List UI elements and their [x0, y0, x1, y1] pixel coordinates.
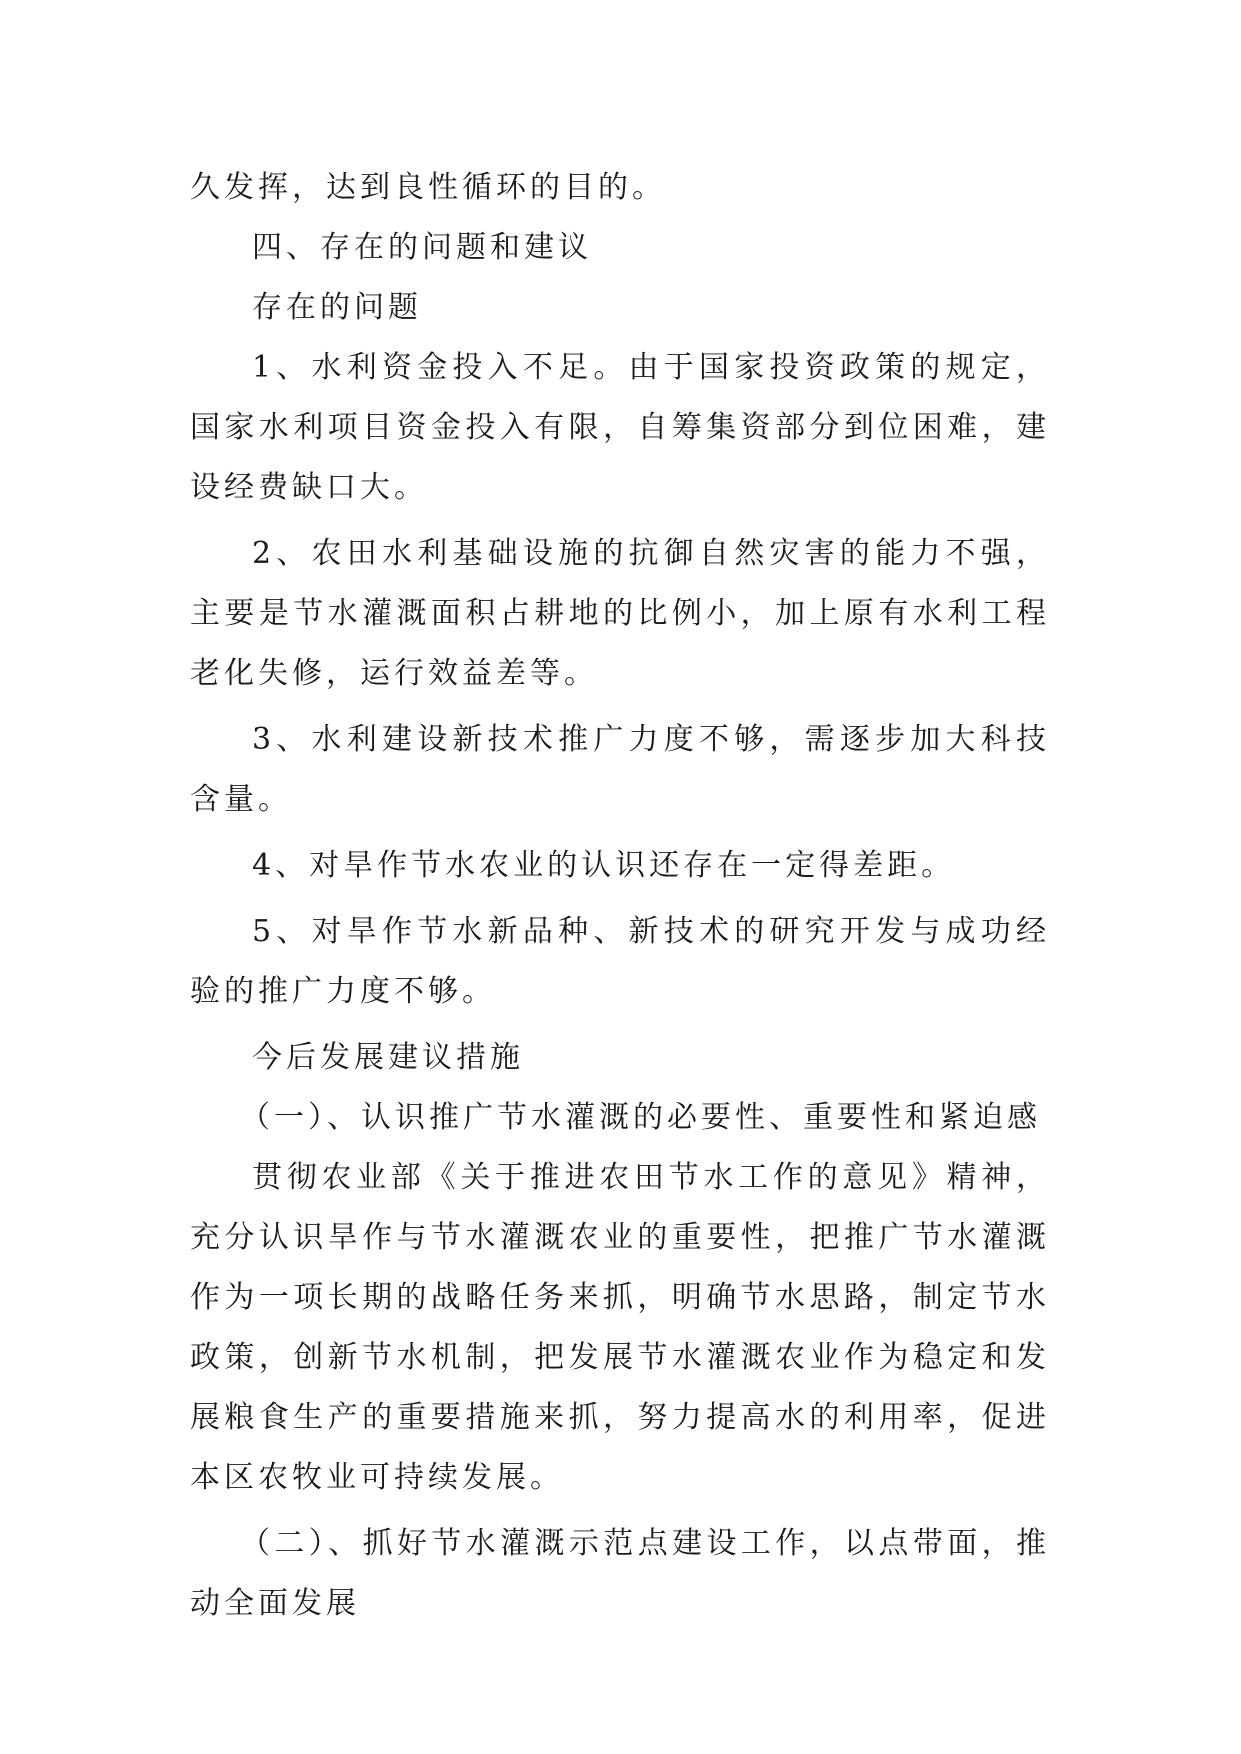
subsection-heading-suggestions: 今后发展建议措施 — [252, 1040, 524, 1075]
document-body — [190, 158, 1050, 1640]
suggestion-body-1: 贯彻农业部《关于推进农田节水工作的意见》精神，充分认识旱作与节水灌溉农业的重要性，把推广节水灌溉作为一项长期的战略任务来抓，明确节水思路，制定节水政策，创新节水机制，把发展节水灌溉农业作为稳定和发展粮食生产的重要措施来抓，努力提高水的利用率，促进本区农牧业可持续发展。 — [190, 1160, 1050, 1495]
paragraph-continuation: 久发挥，达到良性循环的目的。 — [190, 170, 666, 205]
section-heading: 四、存在的问题和建议 — [252, 230, 592, 265]
suggestion-heading-2: （二）、抓好节水灌溉示范点建设工作，以点带面，推动全面发展 — [190, 1526, 1050, 1621]
problem-item-5: 5、对旱作节水新品种、新技术的研究开发与成功经验的推广力度不够。 — [190, 914, 1050, 1009]
suggestion-heading-1: （一）、认识推广节水灌溉的必要性、重要性和紧迫感 — [240, 1100, 1041, 1135]
problem-item-1: 1、水利资金投入不足。由于国家投资政策的规定，国家水利项目资金投入有限，自筹集资部分到位困难，建设经费缺口大。 — [190, 350, 1050, 505]
problem-item-4: 4、对旱作节水农业的认识还存在一定得差距。 — [252, 848, 956, 883]
problem-item-3: 3、水利建设新技术推广力度不够，需逐步加大科技含量。 — [190, 722, 1050, 817]
problem-item-2: 2、农田水利基础设施的抗御自然灾害的能力不强，主要是节水灌溉面积占耕地的比例小，加上原有水利工程老化失修，运行效益差等。 — [190, 536, 1050, 691]
subsection-heading: 存在的问题 — [252, 290, 422, 325]
